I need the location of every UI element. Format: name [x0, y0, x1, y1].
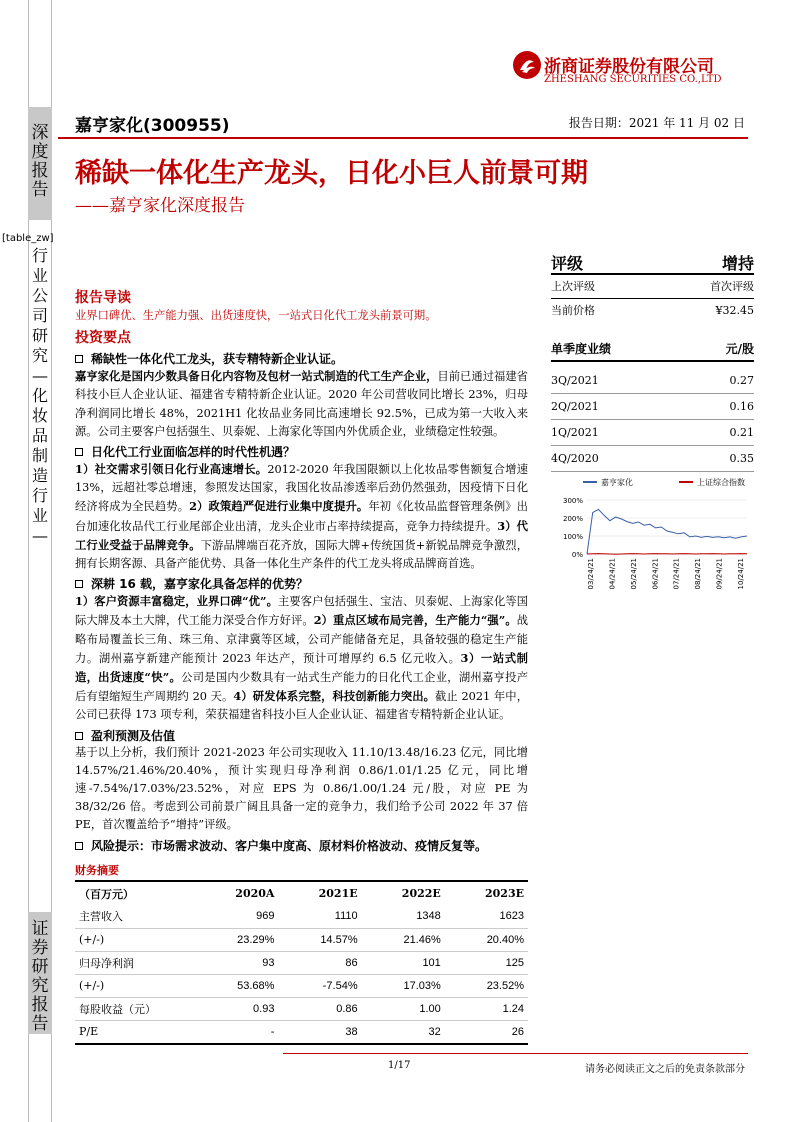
bullet-2-body — [75, 460, 528, 573]
fin-cell: 1.24 — [502, 1002, 524, 1015]
b3-text-2: 战略布局覆盖长三角、珠三角、京津冀等区域，公司产能储备充足，具备较强的稳定生产能力。湖州嘉亨新建产能预计 2023 年达产，预计可增厚约 6.5 亿元收入。 — [75, 614, 528, 665]
b3-lead-2: 2）重点区域布局完善，生产能力“强”。 — [313, 613, 517, 628]
prev-rating-value: 首次评级 — [710, 280, 754, 293]
table-row — [551, 368, 754, 394]
fin-cell: 101 — [422, 956, 441, 969]
fin-cell: 21.46% — [403, 933, 441, 946]
series-line-sse — [587, 554, 747, 555]
bullet-2-title: 日化代工行业面临怎样的时代性机遇？ — [91, 445, 296, 460]
fin-cell: 93 — [262, 956, 275, 969]
fin-row-label: 主营收入 — [79, 910, 123, 924]
bullet-1-lead: 嘉亨家化是国内少数具备日化内容物及包材一站式制造的代工生产企业， — [75, 369, 438, 384]
table-row — [551, 420, 754, 446]
sidebar-mid-label: 行 业 公 司 研 究 — 化 妆 品 制 造 行 业 — — [31, 246, 48, 545]
eps-value: 0.21 — [729, 426, 754, 439]
page-title: 稀缺一体化生产龙头，日化小巨人前景可期 — [75, 158, 588, 189]
bullet-4-title: 盈利预测及估值 — [91, 728, 176, 743]
legend-label: 嘉亨家化 — [601, 478, 633, 487]
fin-cell: 26 — [511, 1025, 524, 1038]
bullet-square-icon — [75, 842, 83, 850]
stock-chart — [551, 470, 754, 620]
fin-row-label: (+/-) — [79, 933, 105, 946]
bullet-5 — [75, 837, 528, 854]
prev-rating-label: 上次评级 — [551, 280, 595, 293]
footer-disclaimer: 请务必阅读正文之后的免责条款部分 — [585, 1064, 745, 1075]
b2-text-3: 下游品牌端百花齐放，国际大牌+传统国货+新锐品牌竞争激烈，拥有长期客源、具备产能优势、具备一体化生产条件的代工龙头将成品牌商首选。 — [75, 538, 528, 571]
fin-header: 2021E — [318, 887, 358, 900]
fin-cell: - — [270, 1025, 275, 1038]
fin-cell: 23.29% — [237, 933, 275, 946]
footer-rule — [283, 1053, 748, 1054]
x-tick-label: 10/24/21 — [737, 558, 745, 590]
x-tick-label: 04/24/21 — [608, 558, 617, 590]
x-tick-label: 05/24/21 — [629, 558, 638, 590]
fin-row-label: (+/-) — [79, 979, 105, 992]
b2-lead-1: 1）社交需求引领日化行业高速增长。 — [75, 462, 268, 477]
eps-header-left: 单季度业绩 — [551, 342, 612, 356]
y-tick-label: 300% — [562, 497, 583, 505]
fin-cell: 0.93 — [253, 1002, 275, 1015]
table-row — [75, 905, 528, 928]
table-row — [75, 997, 528, 1020]
company-logo — [512, 50, 542, 80]
table-row — [75, 951, 528, 974]
fin-header: （百万元） — [79, 887, 134, 901]
rating-panel — [551, 251, 754, 322]
bullet-3-body — [75, 592, 528, 724]
eps-value: 0.35 — [729, 452, 754, 465]
bullet-square-icon — [75, 732, 83, 740]
b3-text-4: 截止 2021 年中，公司已获得 173 项专利，荣获福建省科技小巨人企业认证、福建省专精特新企业认证。 — [75, 690, 528, 722]
b2-lead-3: 3）代工行业受益于品牌竞争。 — [75, 518, 528, 552]
fin-row-label: 每股收益（元） — [79, 1002, 156, 1016]
fin-table — [75, 882, 528, 1043]
fin-cell: 1.00 — [419, 1002, 441, 1015]
fin-header: 2022E — [401, 887, 441, 900]
fin-title: 财务摘要 — [75, 864, 119, 877]
bullet-3 — [75, 575, 528, 592]
b3-lead-3: 3）一站式制造，出货速度“快”。 — [75, 650, 528, 685]
price-label: 当前价格 — [551, 304, 595, 317]
table-row — [75, 974, 528, 997]
b2-lead-2: 2）政策趋严促进行业集中度提升。 — [189, 499, 369, 514]
bullet-1 — [75, 350, 528, 367]
fin-cell: 53.68% — [237, 979, 275, 992]
page-number: 1/17 — [388, 1060, 411, 1071]
eps-quarter: 3Q/2021 — [551, 374, 599, 387]
eps-value: 0.27 — [729, 374, 754, 387]
table-header-row — [75, 882, 528, 905]
fin-cell: -7.54% — [322, 979, 358, 992]
bullet-4 — [75, 727, 528, 744]
main-content — [75, 287, 528, 854]
fin-cell: 86 — [345, 956, 358, 969]
page-subtitle: ——嘉亨家化深度报告 — [75, 196, 245, 216]
bullet-square-icon — [75, 580, 83, 588]
bullet-square-icon — [75, 448, 83, 456]
table-row — [75, 928, 528, 951]
eps-header-right: 元/股 — [725, 342, 754, 356]
fin-cell: 17.03% — [403, 979, 441, 992]
b2-text-2: 年初《化妆品监督管理条例》出台加速化妆品代工行业尾部企业出清，龙头企业市占率持续提高，竞争力持续提升。 — [75, 500, 528, 533]
fin-cell: 23.52% — [486, 979, 524, 992]
fin-cell: 20.40% — [486, 933, 524, 946]
sidebar-tag: [table_zw] — [2, 233, 54, 244]
eps-quarter: 1Q/2021 — [551, 426, 599, 439]
logo-icon — [512, 50, 542, 80]
bullet-1-text: 目前已通过福建省科技小巨人企业认证、福建省专精特新企业认证。2020 年公司营收同比增长 23%，归母净利润同比增长 48%，2021H1 化妆品业务同比高速增长 92.5%，已成为第一大收入来源。公司主要客户包括强生、贝泰妮、上海家化等国内外优质企业，业绩稳定性较强。 — [75, 370, 528, 438]
fin-cell: 125 — [505, 956, 524, 969]
y-tick-label: 0% — [571, 551, 583, 559]
b3-lead-4: 4）研发体系完整，科技创新能力突出。 — [233, 689, 436, 704]
bullet-3-title: 深耕 16 载，嘉亨家化具备怎样的优势？ — [91, 577, 309, 592]
b2-text-1: 2012-2020 年我国限额以上化妆品零售额复合增速 13%，远超社零总增速，参照发达国家，我国化妆品渗透率后劲仍然强劲，因疫情下日化经济将成为全民趋势。 — [75, 463, 528, 514]
y-tick-label: 200% — [562, 515, 583, 523]
bullet-1-title: 稀缺性一体化代工龙头，获专精特新企业认证。 — [91, 352, 344, 367]
eps-quarter: 2Q/2021 — [551, 400, 599, 413]
bullet-4-body: 基于以上分析，我们预计 2021-2023 年公司实现收入 11.10/13.48/16.23 亿元，同比增 14.57%/21.46%/20.40%，预计实现归母净利润 0.86/1.01/1.25 亿元，同比增速-7.54%/17.03%/23.52%，对应 EPS 为 0.86/1.00/1.24 元/股，对应 PE 为 38/32/26 倍。考虑到公司前景广阔且具备一定的竞争力，我们给予公司 2022 年 37 倍 PE，首次覆盖给予“增持”评级。 — [75, 745, 528, 832]
series-line-jiaheng — [587, 509, 747, 554]
bullet-square-icon — [75, 355, 83, 363]
bullet-2 — [75, 443, 528, 460]
y-tick-label: 100% — [562, 533, 583, 541]
rating-value: 增持 — [721, 254, 754, 273]
b3-lead-1: 1）客户资源丰富稳定，业界口碑“优”。 — [75, 594, 278, 609]
fin-bottom-rule — [75, 1043, 528, 1045]
x-tick-label: 03/24/21 — [587, 558, 595, 590]
table-row — [551, 446, 754, 472]
sidebar-bottom-label: 证 券 研 究 报 告 — [31, 919, 49, 1034]
price-value: ¥32.45 — [715, 304, 754, 317]
table-row — [75, 1020, 528, 1043]
fin-header: 2023E — [485, 887, 524, 900]
guide-text: 业界口碑优、生产能力强、出货速度快，一站式日化代工龙头前景可期。 — [75, 309, 437, 322]
fin-table-wrap — [75, 880, 528, 1045]
rating-label: 评级 — [551, 254, 584, 273]
fin-row-label: 归母净利润 — [79, 956, 134, 970]
logo-cn: 浙商证券股份有限公司 — [544, 57, 714, 77]
bullet-5-title: 风险提示：市场需求波动、客户集中度高、原材料价格波动、疫情反复等。 — [91, 838, 488, 853]
x-tick-label: 06/24/21 — [651, 558, 660, 590]
table-row — [551, 394, 754, 420]
fin-cell: 1623 — [499, 910, 524, 923]
eps-quarter: 4Q/2020 — [551, 452, 599, 465]
bullet-1-body — [75, 367, 528, 441]
report-date: 报告日期：2021 年 11 月 02 日 — [568, 116, 745, 130]
fin-cell: 14.57% — [320, 933, 358, 946]
fin-row-label: P/E — [79, 1025, 99, 1039]
fin-header: 2020A — [235, 887, 275, 900]
fin-cell: 38 — [345, 1025, 358, 1038]
price-chart-svg — [551, 470, 754, 620]
fin-cell: 0.86 — [336, 1002, 358, 1015]
fin-cell: 32 — [428, 1025, 441, 1038]
eps-table — [551, 340, 754, 472]
header-rule — [58, 137, 748, 139]
logo-en: ZHESHANG SECURITIES CO.,LTD — [544, 74, 722, 85]
fin-cell: 1348 — [416, 910, 441, 923]
legend-label: 上证综合指数 — [697, 478, 745, 487]
eps-value: 0.16 — [729, 400, 754, 413]
guide-title: 报告导读 — [75, 290, 131, 306]
company-name: 嘉亨家化(300955) — [75, 116, 230, 136]
fin-cell: 1110 — [334, 910, 358, 923]
eps-rule — [551, 360, 754, 362]
x-tick-label: 07/24/21 — [672, 558, 681, 590]
x-tick-label: 09/24/21 — [715, 558, 724, 590]
b3-text-1: 主要客户包括强生、宝洁、贝泰妮、上海家化等国际大牌及本土大牌，代工能力深受合作方好评。 — [75, 595, 528, 628]
fin-cell: 969 — [256, 910, 275, 923]
b3-text-3: 公司是国内少数具有一站式生产能力的日化代工企业，湖州嘉亨投产后有望缩短生产周期约 20 天。 — [75, 671, 528, 704]
x-tick-label: 08/24/21 — [694, 558, 703, 590]
points-title: 投资要点 — [75, 330, 131, 347]
sidebar-top-label: 深 度 报 告 — [31, 123, 49, 200]
